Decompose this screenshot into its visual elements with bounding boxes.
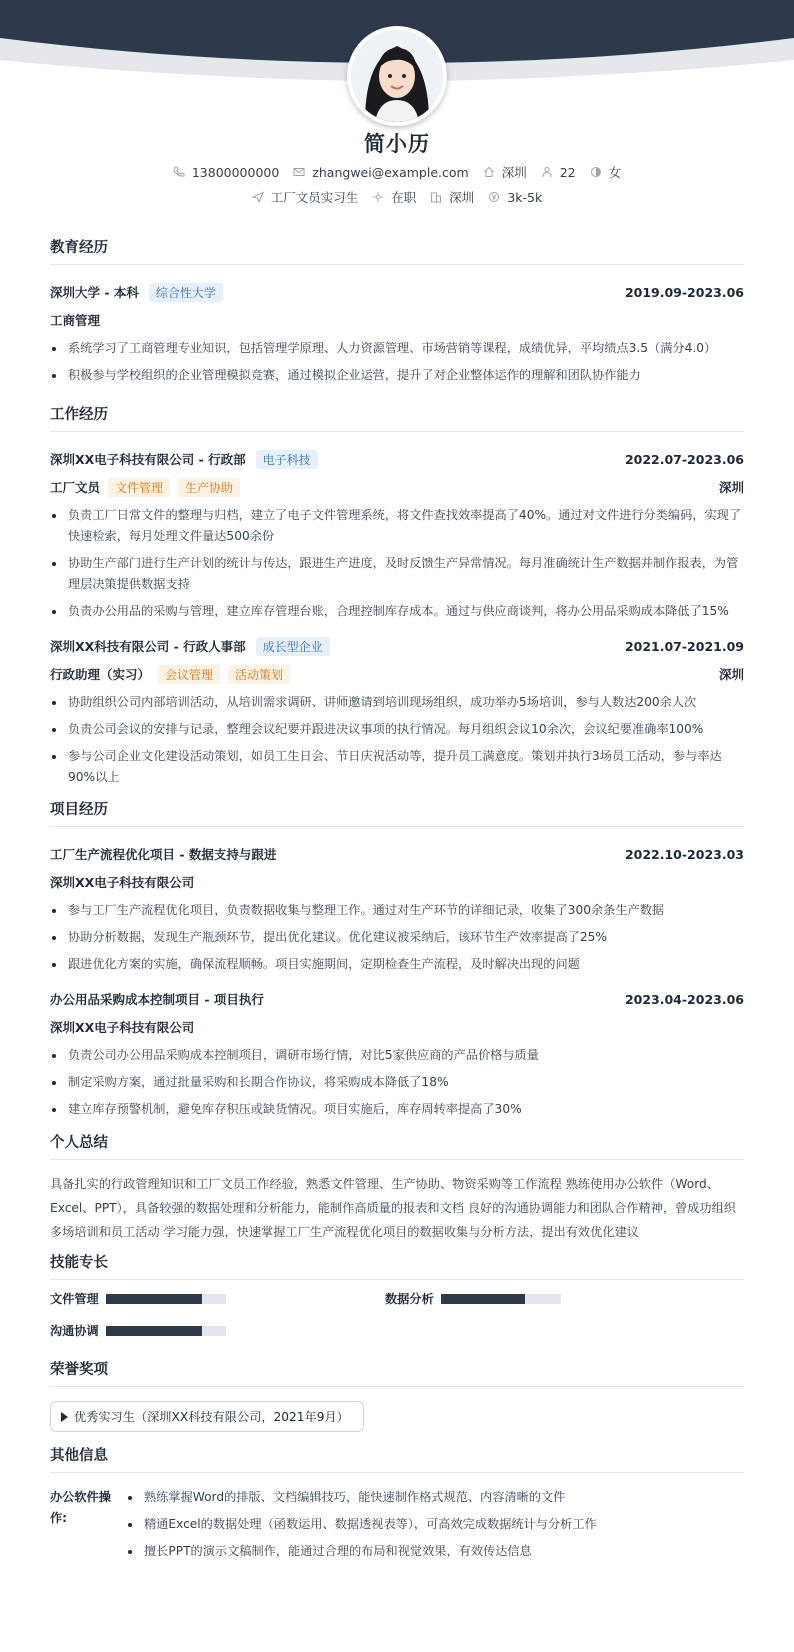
list-item: 协助组织公司内部培训活动，从培训需求调研、讲师邀请到培训现场组织，成功举办5场培训，参与人数达200余人次 (50, 692, 744, 713)
skill-tag: 活动策划 (228, 665, 290, 684)
job-role: 行政助理（实习） (50, 667, 151, 682)
other-title: 其他信息 (50, 1444, 744, 1473)
list-item: 系统学习了工商管理专业知识，包括管理学原理、人力资源管理、市场营销等课程，成绩优异，平均绩点3.5（满分4.0） (50, 338, 744, 359)
list-item: 负责办公用品的采购与管理，建立库存管理台账，合理控制库存成本。通过与供应商谈判，将办公用品采购成本降低了15% (50, 601, 744, 622)
skill-bar-fill (106, 1294, 202, 1304)
list-item: 建立库存预警机制，避免库存积压或缺货情况。项目实施后，库存周转率提高了30% (50, 1099, 744, 1120)
awards-title: 荣誉奖项 (50, 1358, 744, 1387)
status-text: 在职 (391, 190, 417, 205)
education-bullets (50, 338, 744, 386)
skill-name: 数据分析 (385, 1292, 434, 1306)
job-intent-row (0, 188, 794, 206)
skills-title: 技能专长 (50, 1251, 744, 1280)
list-item: 负责公司办公用品采购成本控制项目，调研市场行情，对比5家供应商的产品价格与质量 (50, 1045, 744, 1066)
list-item: 参与公司企业文化建设活动策划，如员工生日会、节日庆祝活动等，提升员工满意度。策划并执行3场员工活动，参与率达90%以上 (50, 746, 744, 788)
location-text: 深圳 (501, 165, 527, 180)
job-role-row (50, 475, 744, 499)
award-item[interactable] (50, 1401, 364, 1432)
list-item: 负责公司会议的安排与记录，整理会议纪要并跟进决议事项的执行情况。每月组织会议10余次，会议纪要准确率100% (50, 719, 744, 740)
project-bullets (50, 900, 744, 975)
education-title: 教育经历 (50, 236, 744, 265)
other-section (50, 1444, 744, 1562)
skill-item (50, 1322, 226, 1339)
candidate-name: 简小历 (364, 132, 430, 156)
job-header (50, 634, 744, 658)
company-tag: 成长型企业 (256, 637, 330, 656)
list-item: 擅长PPT的演示文稿制作，能通过合理的布局和视觉效果，有效传达信息 (126, 1541, 744, 1562)
list-item: 跟进优化方案的实施，确保流程顺畅。项目实施期间，定期检查生产流程，及时解决出现的问题 (50, 954, 744, 975)
skill-bar (441, 1294, 561, 1304)
skill-tag: 生产协助 (178, 478, 240, 497)
project-header (50, 842, 744, 866)
city-text: 深圳 (449, 190, 475, 205)
project-name: 工厂生产流程优化项目 - 数据支持与跟进 (50, 847, 277, 862)
building-icon (430, 191, 442, 203)
other-bullets (126, 1481, 744, 1562)
send-icon (252, 191, 264, 203)
city-item (430, 188, 474, 206)
avatar-frame (347, 26, 447, 126)
phone-icon (173, 166, 185, 178)
summary-title: 个人总结 (50, 1131, 744, 1160)
gender-icon (590, 166, 602, 178)
email-item (293, 165, 468, 180)
summary-section (50, 1131, 744, 1244)
avatar (351, 30, 443, 122)
position-item (252, 188, 359, 206)
gender-text: 女 (608, 165, 622, 180)
company-tag: 电子科技 (256, 450, 318, 469)
project-period: 2023.04-2023.06 (624, 991, 744, 1007)
list-item: 精通Excel的数据处理（函数运用、数据透视表等），可高效完成数据统计与分析工作 (126, 1514, 744, 1535)
other-label: 办公软件操作: (50, 1490, 111, 1525)
skill-bar (106, 1294, 226, 1304)
skill-bar (106, 1326, 226, 1336)
money-icon (488, 191, 500, 203)
work-section (50, 403, 744, 788)
major-row (50, 308, 744, 332)
job-header (50, 447, 744, 471)
projects-section (50, 798, 744, 1120)
job-bullets (50, 505, 744, 622)
awards-section (50, 1358, 744, 1432)
other-row (50, 1481, 744, 1562)
skill-item (50, 1290, 226, 1307)
home-icon (483, 166, 495, 178)
salary-item (488, 190, 542, 205)
school-name: 深圳大学 - 本科 (50, 285, 139, 300)
mail-icon (293, 166, 305, 178)
project-name: 办公用品采购成本控制项目 - 项目执行 (50, 992, 264, 1007)
phone-text: 13800000000 (191, 164, 280, 180)
skills-section (50, 1251, 744, 1280)
job-period: 2022.07-2023.06 (624, 451, 744, 467)
company-name: 深圳XX科技有限公司 - 行政人事部 (50, 639, 246, 654)
company-name: 深圳XX电子科技有限公司 - 行政部 (50, 452, 246, 467)
skill-item (385, 1290, 561, 1307)
job-period: 2021.07-2021.09 (624, 638, 744, 654)
list-item: 协助生产部门进行生产计划的统计与传达，跟进生产进度，及时反馈生产异常情况。每月准确统计生产数据并制作报表，为管理层决策提供数据支持 (50, 553, 744, 595)
list-item: 制定采购方案，通过批量采购和长期合作协议，将采购成本降低了18% (50, 1072, 744, 1093)
job-role: 工厂文员 (50, 480, 101, 495)
project-company-row (50, 1015, 744, 1039)
phone-item (173, 165, 279, 180)
skill-name: 文件管理 (50, 1292, 99, 1306)
project-header (50, 987, 744, 1011)
job-bullets (50, 692, 744, 788)
location-item (483, 163, 527, 181)
skill-tag: 文件管理 (108, 478, 170, 497)
list-item: 协助分析数据，发现生产瓶颈环节，提出优化建议。优化建议被采纳后，该环节生产效率提高了25% (50, 927, 744, 948)
school-tag: 综合性大学 (149, 283, 223, 302)
project-bullets (50, 1045, 744, 1120)
skill-bar-fill (106, 1326, 202, 1336)
education-section (50, 236, 744, 386)
contact-row (0, 163, 794, 181)
work-title: 工作经历 (50, 403, 744, 432)
list-item: 积极参与学校组织的企业管理模拟竞赛，通过模拟企业运营，提升了对企业整体运作的理解和团队协作能力 (50, 365, 744, 386)
expand-triangle-icon (61, 1412, 68, 1422)
project-period: 2022.10-2023.03 (624, 846, 744, 862)
list-item: 参与工厂生产流程优化项目，负责数据收集与整理工作。通过对生产环节的详细记录，收集了300余条生产数据 (50, 900, 744, 921)
award-text: 优秀实习生（深圳XX科技有限公司，2021年9月） (74, 1410, 349, 1424)
major-name: 工商管理 (50, 313, 101, 328)
skill-bar-fill (441, 1294, 525, 1304)
skill-name: 沟通协调 (50, 1324, 99, 1338)
skill-tag: 会议管理 (158, 665, 220, 684)
education-period: 2019.09-2023.06 (624, 284, 744, 300)
education-entry-header (50, 280, 744, 304)
position-text: 工厂文员实习生 (270, 190, 359, 205)
age-item (541, 165, 576, 180)
project-company-row (50, 870, 744, 894)
email-text: zhangwei@example.com (312, 164, 469, 180)
gender-item (590, 163, 622, 181)
list-item: 熟练掌握Word的排版、文档编辑技巧，能快速制作格式规范、内容清晰的文件 (126, 1487, 744, 1508)
person-icon (541, 166, 553, 178)
project-company: 深圳XX电子科技有限公司 (50, 1020, 195, 1035)
job-city: 深圳 (718, 480, 744, 495)
job-role-row (50, 662, 744, 686)
list-item: 负责工厂日常文件的整理与归档，建立了电子文件管理系统，将文件查找效率提高了40%。通过对文件进行分类编码，实现了快速检索，每月处理文件量达500余份 (50, 505, 744, 547)
status-item (372, 188, 416, 206)
status-icon (372, 191, 384, 203)
age-text: 22 (559, 164, 576, 180)
projects-title: 项目经历 (50, 798, 744, 827)
project-company: 深圳XX电子科技有限公司 (50, 875, 195, 890)
summary-text: 具备扎实的行政管理知识和工厂文员工作经验，熟悉文件管理、生产协助、物资采购等工作流程 熟练使用办公软件（Word、Excel、PPT），具备较强的数据处理和分析能力，能制作高质量的报表和文档 良好的沟通协调能力和团队合作精神，曾成功组织多场培训和员工活动 学习能力强，快速掌握工厂生产流程优化项目的数据收集与分析方法，提出有效优化建议 (50, 1177, 736, 1239)
salary-text: 3k-5k (507, 189, 543, 205)
job-city: 深圳 (718, 667, 744, 682)
